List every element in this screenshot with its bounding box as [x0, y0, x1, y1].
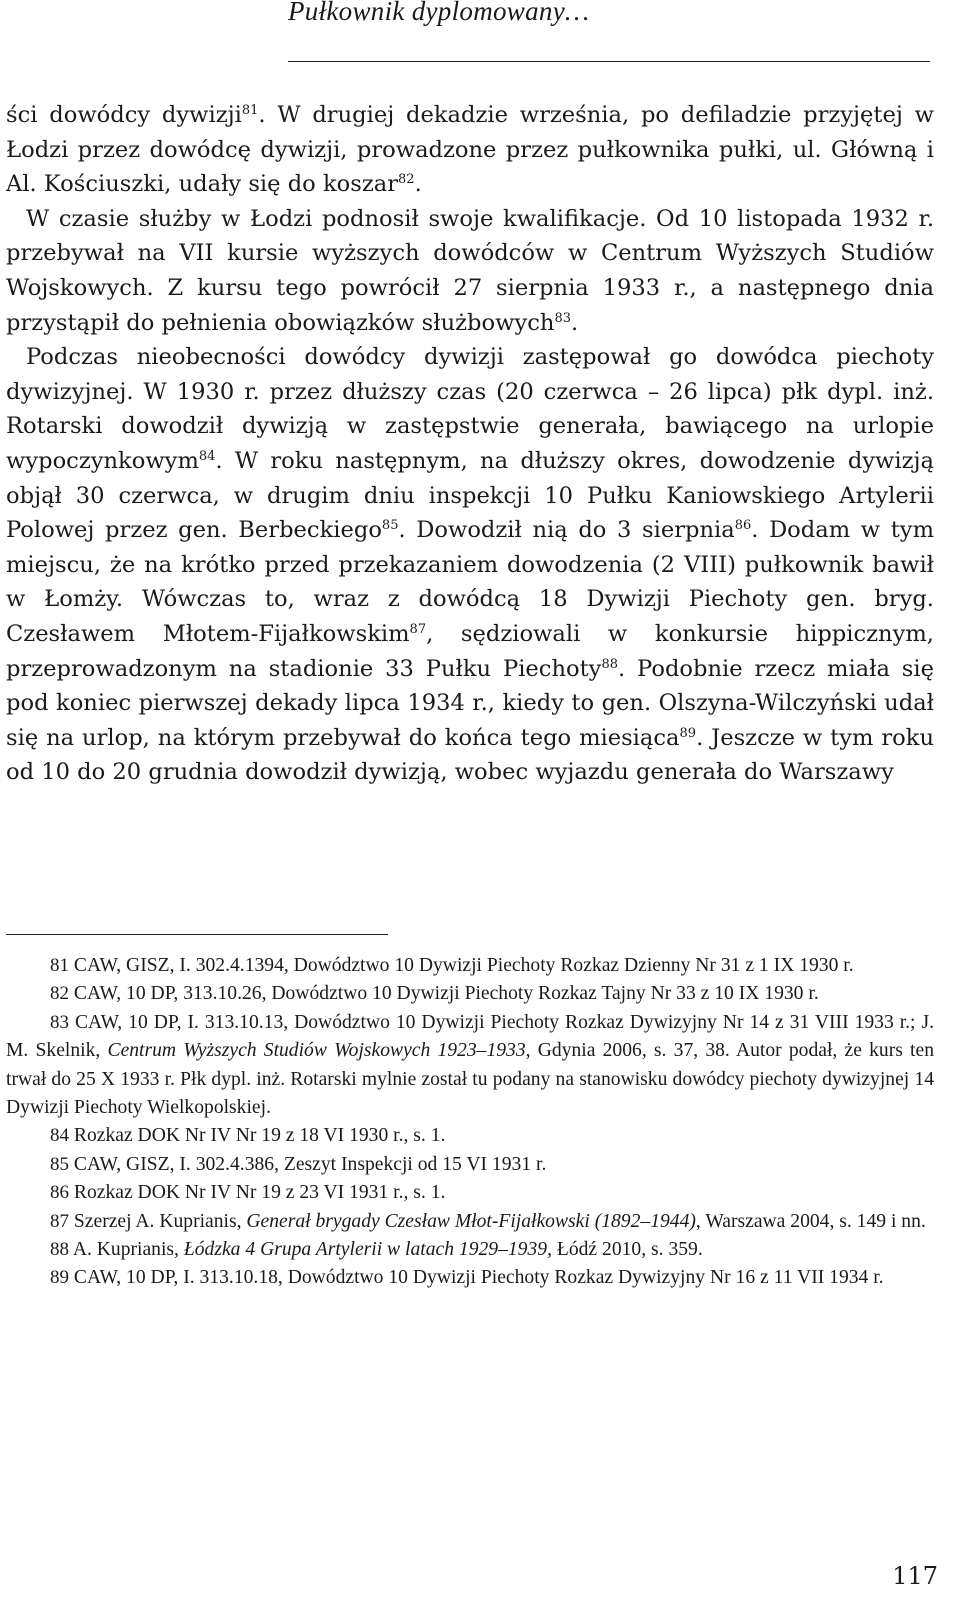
page-number: 117: [892, 1562, 938, 1590]
footnote: 84 Rozkaz DOK Nr IV Nr 19 z 18 VI 1930 r., s. 1.: [50, 1125, 446, 1147]
footnote-number: 88: [50, 1239, 69, 1261]
footnote-number: 84: [50, 1125, 69, 1147]
cited-title: Centrum Wyższych Studiów Wojskowych 1923–1933: [107, 1040, 526, 1062]
running-header: [288, 0, 930, 62]
paragraph: ści dowódcy dywizji$^{81}$. W drugiej dekadzie września, po defiladzie przyjętej w Łodzi przez dowódcę dywizji, prowadzone przez pułkownika pułki, ul. Główną i Al. Kościuszki, udały się do koszar$^{82}$.: [6, 102, 934, 198]
footnote: 85 CAW, GISZ, I. 302.4.386, Zeszyt Inspekcji od 15 VI 1931 r.: [50, 1153, 547, 1175]
footnote-ref[interactable]: 88: [601, 656, 618, 672]
footnote-ref[interactable]: 83: [554, 310, 571, 326]
footnote-ref[interactable]: 84: [198, 449, 216, 465]
footnote-ref[interactable]: 81: [241, 103, 259, 119]
footnote: 87 Szerzej A. Kuprianis, Generał brygady Czesław Młot-Fijałkowski (1892–1944), Warszawa 2004, s. 149 i nn.: [50, 1210, 926, 1232]
paragraph: Podczas nieobecności dowódcy dywizji zastępował go dowódca piechoty dywizyjnej. W 1930 r. przez dłuższy czas (20 czerwca – 26 lipca) płk dypl. inż. Rotarski dowodził dywizją w zastępstwie generała, bawiącego na urlopie wypoczynkowym$^{84}$. W roku następnym, na dłuższy okres, dowodzenie dywizją objął 30 czerwca, w drugim dniu inspekcji 10 Pułku Kaniowskiego Artylerii Polowej przez gen. Berbeckiego$^{85}$. Dowodził nią do 3 sierpnia$^{86}$. Dodam w tym miejscu, że na krótko przed przekazaniem dowodzenia (2 VIII) pułkownik bawił w Łomży. Wówczas to, wraz z dowódcą 18 Dywizji Piechoty gen. bryg. Czesławem Młotem-Fijałkowskim$^{87}$, sędziowali w konkursie hippicznym, przeprowadzonym na stadionie 33 Pułku Piechoty$^{88}$. Podobnie rzecz miała się pod koniec pierwszej dekady lipca 1934 r., kiedy to gen. Olszyna-Wilczyński udał się na urlop, na którym przebywał do końca tego miesiąca$^{89}$. Jeszcze w tym roku od 10 do 20 grudnia dowodził dywizją, wobec wyjazdu generała do Warszawy: [6, 344, 935, 786]
footnote: 88 A. Kuprianis, Łódzka 4 Grupa Artylerii w latach 1929–1939, Łódź 2010, s. 359.: [50, 1239, 703, 1261]
footnote-number: 87: [50, 1210, 69, 1232]
footnote: 82 CAW, 10 DP, 313.10.26, Dowództwo 10 Dywizji Piechoty Rozkaz Tajny Nr 33 z 10 IX 1930 r.: [50, 983, 819, 1005]
footnote: 89 CAW, 10 DP, I. 313.10.18, Dowództwo 10 Dywizji Piechoty Rozkaz Dywizyjny Nr 16 z 11 VII 1934 r.: [50, 1267, 884, 1289]
running-title: Pułkownik dyplomowany…: [288, 0, 590, 26]
footnote-number: 81: [50, 955, 69, 976]
footnote-ref[interactable]: 82: [398, 172, 415, 188]
main-text: [6, 98, 934, 790]
footnote-ref[interactable]: 85: [381, 518, 399, 534]
footnote-separator: [6, 934, 388, 935]
paragraph: W czasie służby w Łodzi podnosił swoje kwalifikacje. Od 10 listopada 1932 r. przebywał na VII kursie wyższych dowódców w Centrum Wyższych Studiów Wojskowych. Z kursu tego powrócił 27 sierpnia 1933 r., a następnego dnia przystąpił do pełnienia obowiązków służbowych$^{83}$.: [6, 205, 934, 336]
footnote: 86 Rozkaz DOK Nr IV Nr 19 z 23 VI 1931 r., s. 1.: [50, 1182, 446, 1204]
footnote-ref[interactable]: 87: [409, 622, 427, 638]
footnote-ref[interactable]: 86: [734, 518, 752, 534]
footnote-number: 86: [50, 1182, 69, 1204]
footnote: 81 CAW, GISZ, I. 302.4.1394, Dowództwo 10 Dywizji Piechoty Rozkaz Dzienny Nr 31 z 1 IX 1930 r.: [50, 955, 854, 976]
footnotes: [6, 952, 934, 1293]
footnote-ref[interactable]: 89: [679, 725, 697, 741]
cited-title: Generał brygady Czesław Młot-Fijałkowski (1892–1944): [246, 1210, 696, 1232]
footnote-number: 83: [50, 1011, 69, 1033]
footnote-number: 82: [50, 983, 69, 1005]
cited-title: Łódzka 4 Grupa Artylerii w latach 1929–1939: [183, 1239, 548, 1261]
footnote: 83 CAW, 10 DP, I. 313.10.13, Dowództwo 10 Dywizji Piechoty Rozkaz Dywizyjny Nr 14 z 31 VIII 1933 r.; J. M. Skelnik, Centrum Wyższych Studiów Wojskowych 1923–1933, Gdynia 2006, s. 37, 38. Autor podał, że kurs ten trwał do 25 X 1933 r. Płk dypl. inż. Rotarski mylnie został tu podany na stanowisku dowódcy piechoty dywizyjnej 14 Dywizji Piechoty Wielkopolskiej.: [6, 1011, 934, 1119]
footnote-number: 89: [50, 1267, 69, 1289]
footnote-number: 85: [50, 1153, 69, 1175]
